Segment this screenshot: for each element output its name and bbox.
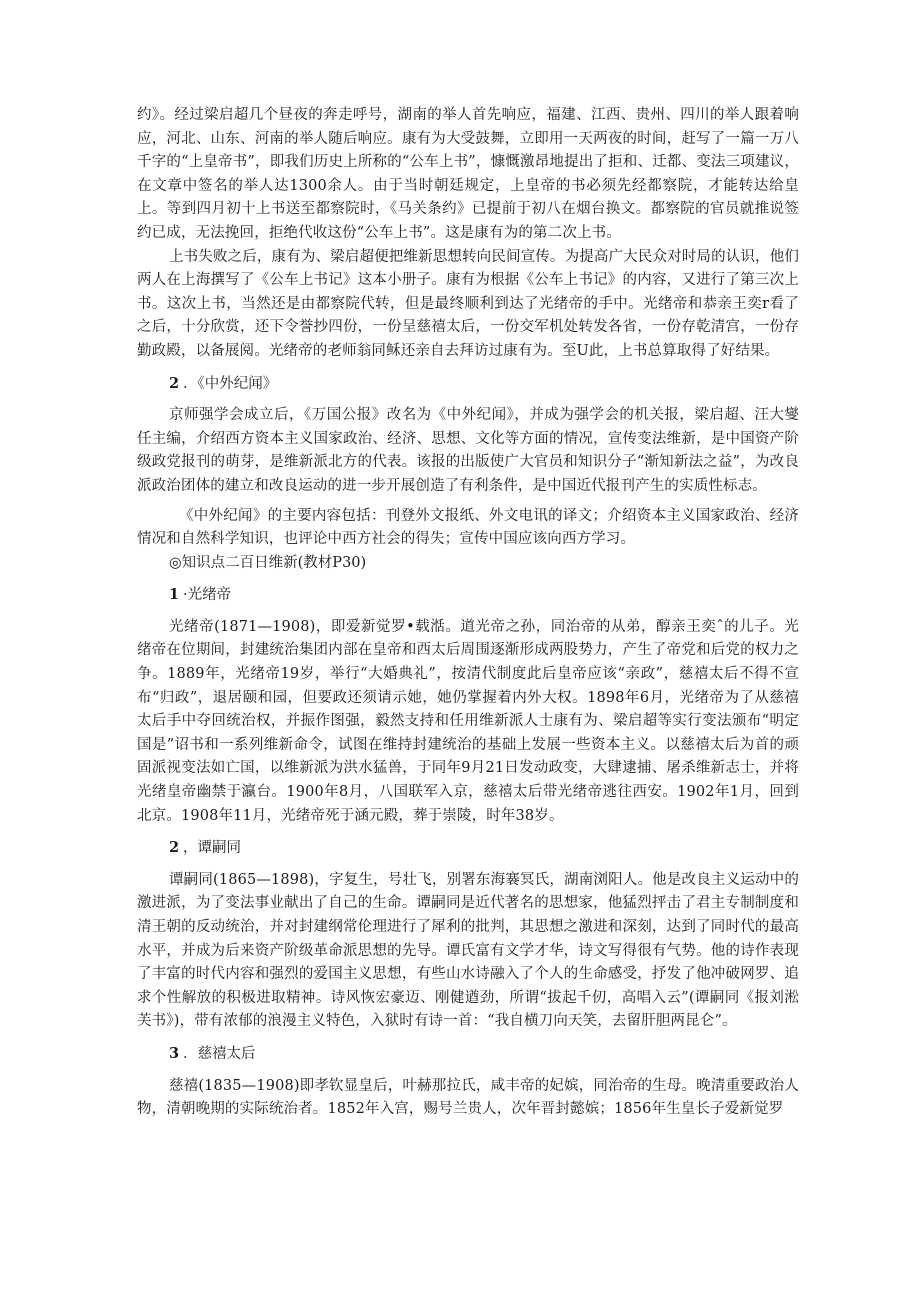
- paragraph-third-memorial: 上书失败之后，康有为、梁启超便把维新思想转向民间宣传。为提高广大民众对时局的认识，他们两人在上海撰写了《公车上书记》这本小册子。康有为根据《公车上书记》的内容，又进行了第三次上书。这次上书，当然还是由都察院代转，但是最终顺利到达了光绪帝的手中。光绪帝和恭亲王奕r看了之后，十分欣赏，还下令誉抄四份，一份呈慈禧太后，一份交军机处转发各省，一份存乾清宫，一份存勤政殿，以备展阅。光绪帝的老师翁同稣还亲自去拜访过康有为。至U此，上书总算取得了好结果。: [137, 248, 799, 359]
- paragraph-cixi: 慈禧(1835—1908)即孝钦显皇后，叶赫那拉氏，咸丰帝的妃嫔，同治帝的生母。晚清重要政治人物，清朝晚期的实际统治者。1852年入宫，赐号兰贵人，次年晋封懿嫔；1856年生皇长子爱新觉罗: [137, 1077, 799, 1118]
- heading-zhongwai-jiwen: [137, 372, 799, 397]
- paragraph-tan-sitong: 谭嗣同(1865—1898)，字复生，号壮飞，别署东海褰冥氏，湖南浏阳人。他是改良主义运动中的激进派，为了变法事业献出了自己的生命。谭嗣同是近代著名的思想家，他猛烈抨击了君主专制制度和清王朝的反动统治，并对封建纲常伦理进行了犀利的批判，其思想之激进和深刻，达到了同时代的最高水平，并成为后来资产阶级革命派思想的先导。谭氏富有文学才华，诗文写得很有气势。他的诗作表现了丰富的时代内容和强烈的爱国主义思想，有些山水诗融入了个人的生命感受，抒发了他冲破网罗、追求个性解放的积极进取精神。诗风恢宏豪迈、刚健遒劲，所谓“拔起千仞，高唱入云”(谭嗣同《报刘淞芙书》)，带有浓郁的浪漫主义特色，入狱时有诗一首：“我自横刀向天笑，去留肝胆两昆仑”。: [137, 871, 799, 1030]
- knowledge-point-label: ◎知识点二百日维新(教材P30): [169, 554, 367, 571]
- heading-guangxu: [137, 583, 799, 608]
- heading-number: 3: [169, 1044, 180, 1062]
- heading-number: 2: [169, 839, 180, 857]
- paragraph-zhongwai-jiwen-intro: 京师强学会成立后，《万国公报》改名为《中外纪闻》，并成为强学会的机关报，梁启超、汪大燮任主编，介绍西方资本主义国家政治、经济、思想、文化等方面的情况，宣传变法维新，是中国资产阶级政党报刊的萌芽，是维新派北方的代表。该报的出版使广大官员和知识分子“渐知新法之益”，为改良派政治团体的建立和改良运动的进一步开展创造了有利条件，是中国近代报刊产生的实质性标志。: [137, 407, 799, 494]
- heading-number: 2: [169, 374, 180, 392]
- paragraph-zhongwai-jiwen-content: 《中外纪闻》的主要内容包括：刊登外文报纸、外文电讯的译文；介绍资本主义国家政治、经济情况和自然科学知识，也评论中西方社会的得失；宣传中国应该向西方学习。: [137, 507, 799, 548]
- heading-cixi: [137, 1042, 799, 1067]
- heading-text: ，谭嗣同: [183, 840, 241, 857]
- paragraph-guangxu: 光绪帝(1871—1908)，即爱新觉罗•载湉。道光帝之孙，同治帝的从弟，醇亲王奕ˆ的儿子。光绪帝在位期间，封建统治集团内部在皇帝和西太后周围逐渐形成两股势力，产生了帝党和后党的权力之争。1889年，光绪帝19岁，举行“大婚典礼”，按清代制度此后皇帝应该“亲政”，慈禧太后不得不宣布“归政”，退居颐和园，但要政还须请示她，她仍掌握着内外大权。1898年6月，光绪帝为了从慈禧太后手中夺回统治权，并振作图强，毅然支持和任用维新派人士康有为、梁启超等实行变法颁布“明定国是”诏书和一系列维新命令，试图在维持封建统治的基础上发展一些资本主义。以慈禧太后为首的顽固派视变法如亡国，以维新派为洪水猛兽，于同年9月21日发动政变，大肆逮捕、屠杀维新志士，并将光绪皇帝幽禁于瀛台。1900年8月，八国联军入京，慈禧太后带光绪帝逃往西安。1902年1月，回到北京。1908年11月，光绪帝死于涵元殿，葬于崇陵，时年38岁。: [137, 618, 799, 824]
- heading-tan-sitong: [137, 836, 799, 861]
- heading-number: 1: [169, 586, 180, 604]
- heading-text: ．慈禧太后: [183, 1045, 256, 1062]
- heading-text: ．《中外纪闻》: [183, 375, 278, 392]
- document-page: [137, 104, 799, 1122]
- heading-text: ·光绪帝: [183, 587, 232, 604]
- paragraph-gongche-shangshu: 约》。经过梁启超几个昼夜的奔走呼号，湖南的举人首先响应，福建、江西、贵州、四川的举人跟着响应，河北、山东、河南的举人随后响应。康有为大受鼓舞，立即用一天两夜的时间，赶写了一篇一万八千字的“上皇帝书”，即我们历史上所称的“公车上书”，慷慨激昂地提出了拒和、迁都、变法三项建议，在文章中签名的举人达1300余人。由于当时朝廷规定，上皇帝的书必须先经都察院，才能转达给皇上。等到四月初十上书送至都察院时，《马关条约》已提前于初八在烟台换文。都察院的官员就推说签约已成，无法挽回，拒绝代收这份“公车上书”。这是康有为的第二次上书。: [137, 107, 799, 241]
